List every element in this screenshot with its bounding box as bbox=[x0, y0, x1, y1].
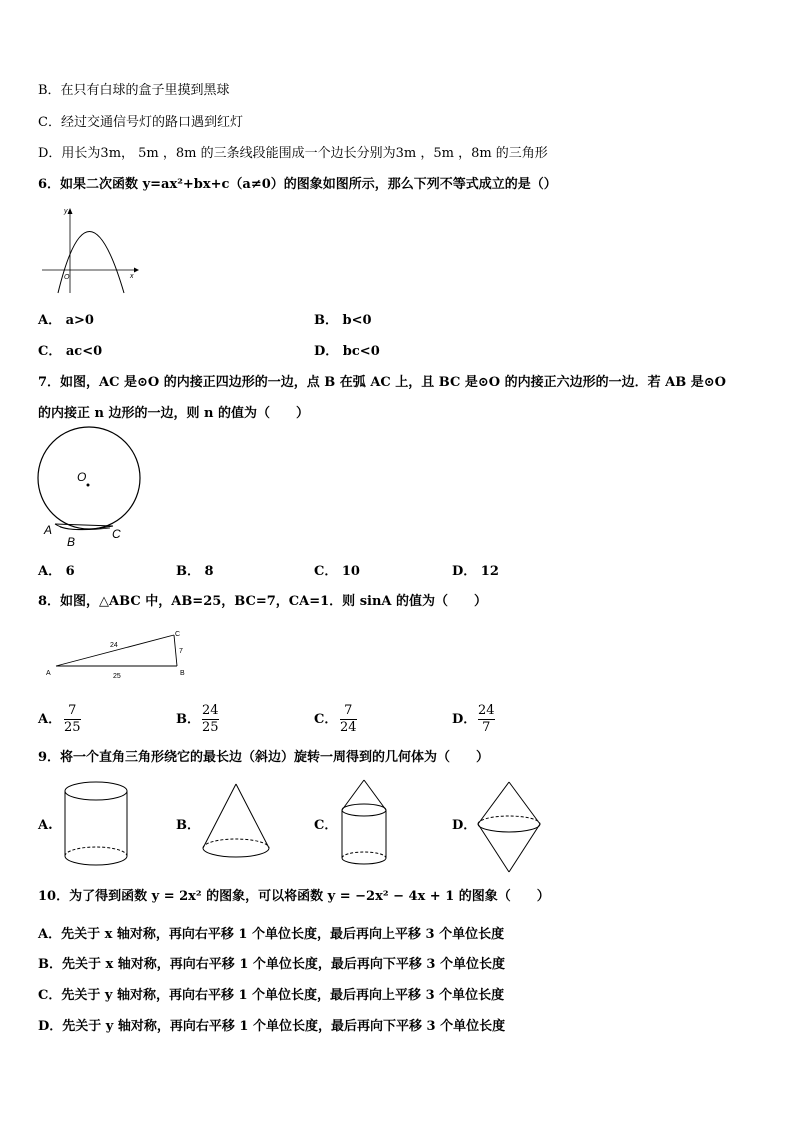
question-6-text: 6．如果二次函数 y=ax²+bx+c（a≠0）的图象如图所示，那么下列不等式成立的是（） bbox=[38, 177, 557, 192]
q10-option-a: A．先关于 x 轴对称，再向右平移 1 个单位长度，最后再向上平移 3 个单位长度 bbox=[38, 927, 505, 942]
point-a-label: A bbox=[44, 523, 53, 537]
option-c-line: C．经过交通信号灯的路口遇到红灯 bbox=[38, 115, 243, 130]
q8-option-d-label: D． bbox=[452, 712, 477, 727]
question-6-parabola-graph bbox=[40, 205, 140, 295]
fraction-numerator: 7 bbox=[68, 703, 77, 718]
q8-option-a-label: A． bbox=[38, 712, 62, 727]
q9-option-c-label: C． bbox=[314, 818, 338, 833]
q7-option-b: B． 8 bbox=[176, 564, 214, 579]
circle-center-label: O bbox=[77, 470, 87, 484]
cone-figure bbox=[200, 782, 272, 864]
cone-on-cylinder-figure bbox=[338, 778, 390, 870]
cylinder-figure bbox=[62, 780, 130, 872]
graph-x-label: x bbox=[130, 273, 134, 280]
q8-option-c-label: C． bbox=[314, 712, 338, 727]
q9-option-d-label: D． bbox=[452, 818, 477, 833]
question-7-text-line2: 的内接正 n 边形的一边，则 n 的值为（ ） bbox=[38, 406, 310, 421]
graph-origin-label: O bbox=[64, 274, 70, 281]
graph-y-label: y bbox=[64, 208, 68, 215]
q8-option-d-fraction bbox=[478, 703, 495, 736]
q6-option-c: C． ac<0 bbox=[38, 344, 103, 359]
q8-option-a-fraction bbox=[64, 703, 81, 736]
point-c-label: C bbox=[112, 527, 121, 541]
fraction-denominator: 25 bbox=[202, 720, 219, 735]
q6-option-b: B． b<0 bbox=[314, 313, 372, 328]
triangle-vertex-b: B bbox=[180, 670, 185, 677]
q6-option-a: A． a>0 bbox=[38, 313, 94, 328]
q7-option-d: D． 12 bbox=[452, 564, 499, 579]
q8-option-b-label: B． bbox=[176, 712, 200, 727]
fraction-denominator: 7 bbox=[482, 720, 491, 735]
fraction-denominator: 25 bbox=[64, 720, 81, 735]
q7-option-c: C． 10 bbox=[314, 564, 360, 579]
fraction-numerator: 24 bbox=[202, 703, 219, 718]
question-8-triangle-figure bbox=[40, 628, 200, 683]
option-b-line: B．在只有白球的盒子里摸到黑球 bbox=[38, 83, 230, 98]
side-ab-length: 25 bbox=[113, 673, 121, 680]
q10-option-c: C．先关于 y 轴对称，再向右平移 1 个单位长度，最后再向上平移 3 个单位长度 bbox=[38, 988, 505, 1003]
fraction-denominator: 24 bbox=[340, 720, 357, 735]
q10-option-d: D．先关于 y 轴对称，再向右平移 1 个单位长度，最后再向下平移 3 个单位长度 bbox=[38, 1019, 506, 1034]
q9-option-b-label: B． bbox=[176, 818, 200, 833]
triangle-vertex-c: C bbox=[175, 631, 181, 638]
q7-option-a: A． 6 bbox=[38, 564, 75, 579]
question-7-text-line1: 7．如图，AC 是⊙O 的内接正四边形的一边，点 B 在弧 AC 上，且 BC 是⊙O 的内接正六边形的一边．若 AB 是⊙O bbox=[38, 375, 726, 390]
double-cone-figure bbox=[474, 780, 544, 876]
question-9-text: 9．将一个直角三角形绕它的最长边（斜边）旋转一周得到的几何体为（ ） bbox=[38, 750, 490, 765]
side-ac-length: 24 bbox=[110, 642, 118, 649]
q8-option-c-fraction bbox=[340, 703, 357, 736]
q6-option-d: D． bc<0 bbox=[314, 344, 380, 359]
point-b-label: B bbox=[67, 535, 76, 549]
question-10-text: 10．为了得到函数 y = 2x² 的图象，可以将函数 y = −2x² − 4x + 1 的图象（ ） bbox=[38, 889, 550, 904]
side-bc-length: 7 bbox=[179, 648, 183, 655]
question-7-circle-figure bbox=[30, 430, 150, 550]
question-8-text: 8．如图，△ABC 中，AB=25，BC=7，CA=1．则 sinA 的值为（ ） bbox=[38, 594, 488, 609]
q8-option-b-fraction bbox=[202, 703, 219, 736]
fraction-numerator: 24 bbox=[478, 703, 495, 718]
triangle-vertex-a: A bbox=[46, 670, 51, 677]
option-d-line: D．用长为3m， 5m ，8m 的三条线段能围成一个边长分别为3m ，5m ，8m 的三角形 bbox=[38, 146, 548, 161]
fraction-numerator: 7 bbox=[344, 703, 353, 718]
q10-option-b: B．先关于 x 轴对称，再向右平移 1 个单位长度，最后再向下平移 3 个单位长度 bbox=[38, 957, 505, 972]
q9-option-a-label: A. bbox=[38, 818, 53, 833]
